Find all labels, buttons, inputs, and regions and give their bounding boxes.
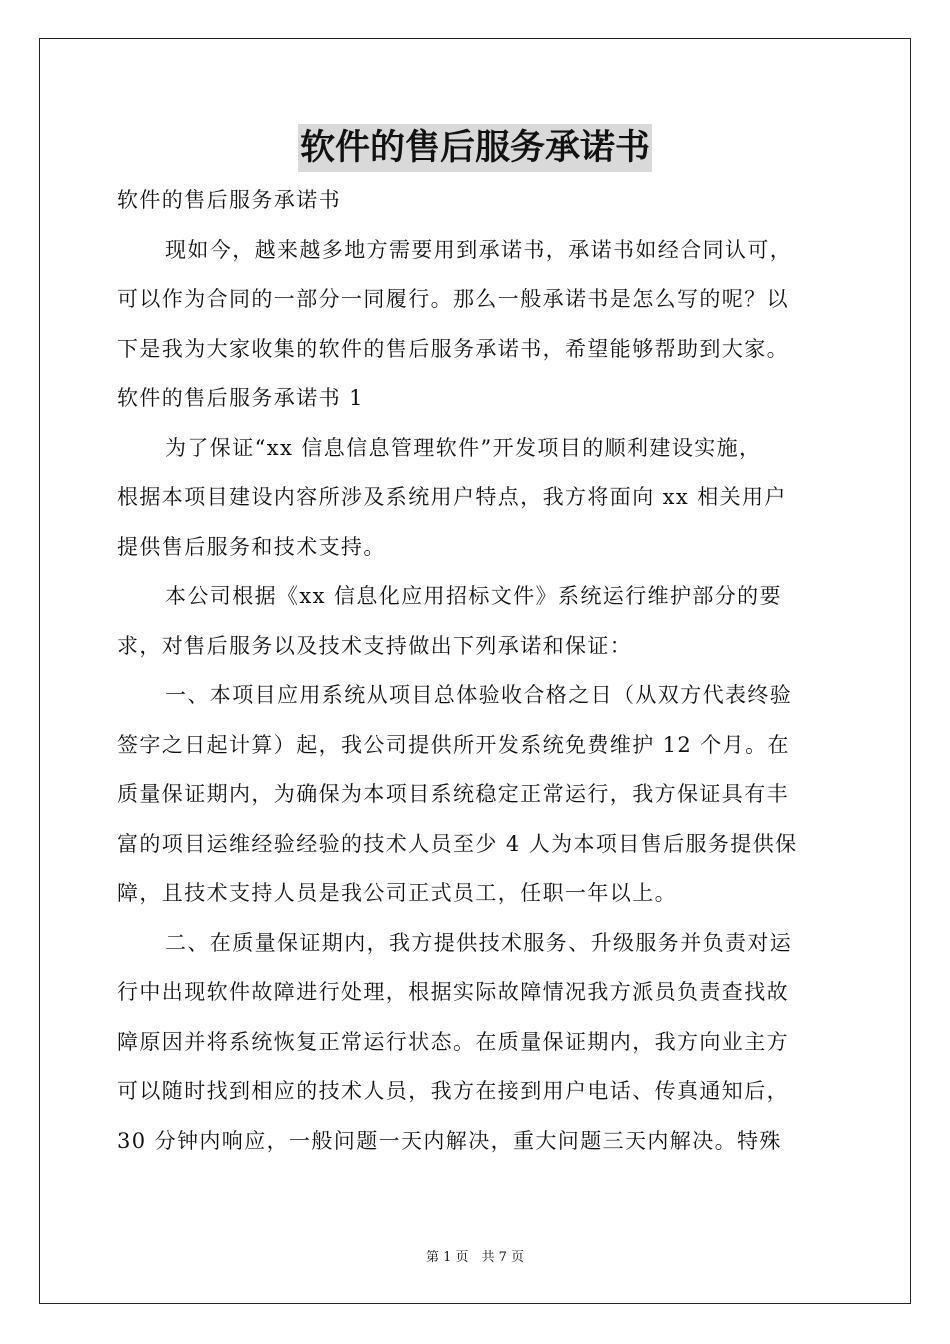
- paragraph-4: [117, 919, 837, 1167]
- text-line: 根据本项目建设内容所涉及系统用户特点，我方将面向 xx 相关用户: [117, 485, 787, 509]
- text-line: 可以随时找到相应的技术人员，我方在接到用户电话、传真通知后，: [117, 1079, 789, 1103]
- text-line: 质量保证期内，为确保为本项目系统稳定正常运行，我方保证具有丰: [117, 782, 789, 806]
- section-heading: 软件的售后服务承诺书 1: [117, 386, 364, 410]
- document-title-wrapper: [0, 124, 950, 172]
- text-line: 下是我为大家收集的软件的售后服务承诺书，希望能够帮助到大家。: [117, 336, 789, 361]
- page-number: 第 1 页 共 7 页: [425, 1250, 525, 1265]
- text-line: 本公司根据《xx 信息化应用招标文件》系统运行维护部分的要: [165, 584, 782, 608]
- text-line: 障原因并将系统恢复正常运行状态。在质量保证期内，我方向业主方: [117, 1029, 789, 1054]
- text-line: 一、本项目应用系统从项目总体验收合格之日（从双方代表终验: [165, 683, 793, 707]
- text-line: 二、在质量保证期内，我方提供技术服务、升级服务并负责对运: [165, 930, 793, 955]
- document-subtitle: 软件的售后服务承诺书: [117, 188, 341, 212]
- text-line: 为了保证“xx 信息信息管理软件”开发项目的顺利建设实施，: [165, 435, 762, 460]
- paragraph-1: [117, 424, 837, 573]
- text-line: 现如今，越来越多地方需要用到承诺书，承诺书如经合同认可，: [165, 237, 793, 262]
- text-line: 可以作为合同的一部分一同履行。那么一般承诺书是怎么写的呢？以: [117, 287, 789, 311]
- intro-paragraph: [117, 226, 837, 375]
- text-line: 提供售后服务和技术支持。: [117, 534, 386, 559]
- page-footer: [0, 1246, 950, 1265]
- text-line: 求，对售后服务以及技术支持做出下列承诺和保证：: [117, 633, 633, 658]
- text-line: 富的项目运维经验经验的技术人员至少 4 人为本项目售后服务提供保: [117, 831, 798, 856]
- text-line: 障，且技术支持人员是我公司正式员工，任职一年以上。: [117, 881, 677, 905]
- text-line: 签字之日起计算）起，我公司提供所开发系统免费维护 12 个月。在: [117, 732, 790, 757]
- paragraph-3: [117, 671, 837, 919]
- paragraph-2: [117, 572, 837, 671]
- document-body: [117, 176, 837, 1166]
- document-title: 软件的售后服务承诺书: [298, 124, 652, 172]
- text-line: 行中出现软件故障进行处理，根据实际故障情况我方派员负责查找故: [117, 980, 789, 1004]
- text-line: 30 分钟内响应，一般问题一天内解决，重大问题三天内解决。特殊: [117, 1128, 782, 1153]
